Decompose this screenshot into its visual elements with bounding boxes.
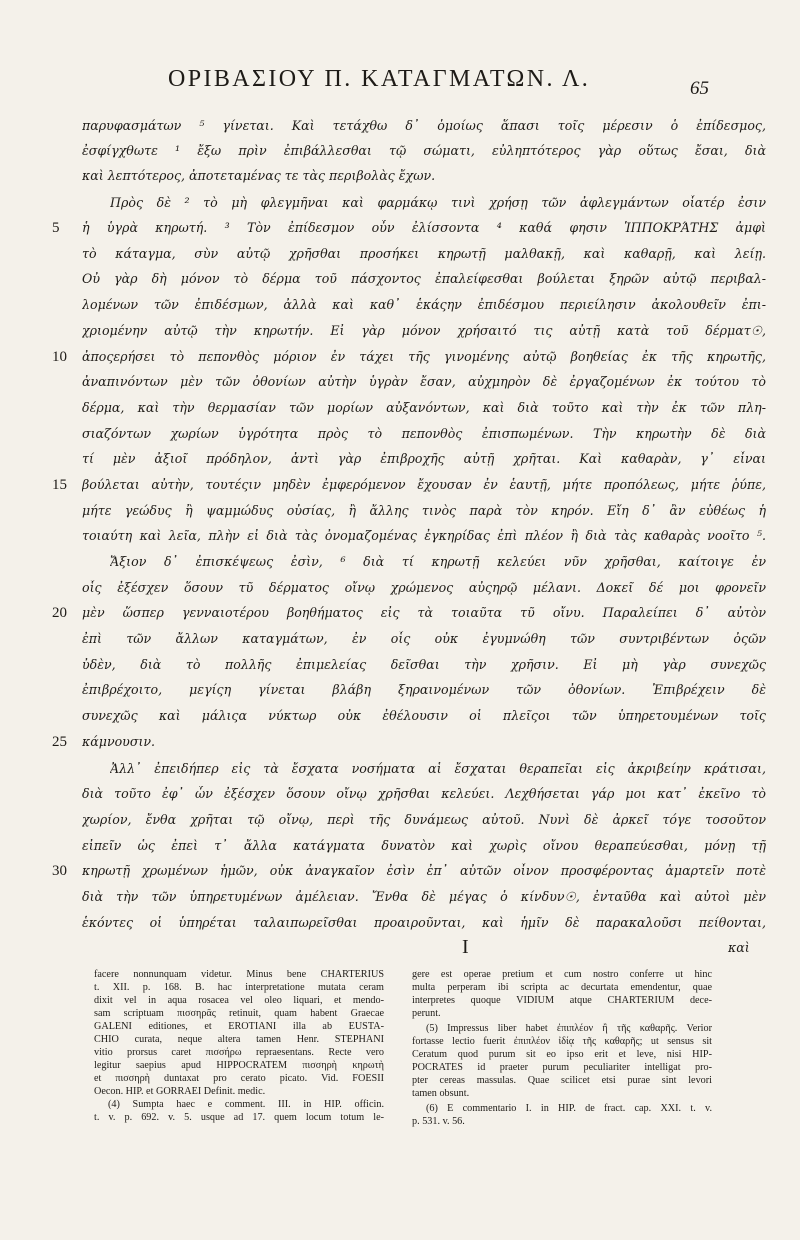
text-line: εἰπεῖν ὡς ἐπεὶ τ᾽ ἄλλα κατάγματα δυνατὸν καὶ χωρὶς οἴνου θεραπεύεσθαι, μόνῃ τῇ [82,838,766,853]
footnote-line: et πισσηρὴ duntaxat pro cerato picato. Vid. FOESII [94,1073,384,1084]
page-number: 65 [690,78,709,99]
footnote-line: perunt. [412,1008,441,1019]
footnote-line: (6) E commentario I. in HIP. de fract. cap. XXI. t. v. [426,1103,712,1114]
footnote-line: t. v. p. 692. v. 5. usque ad 17. quem locum totum le- [94,1112,384,1123]
footnote-line: t. XII. p. 168. B. hac interpretatione mutata ceram [94,982,384,993]
line-number: 10 [52,349,67,365]
footnote-line: (4) Sumpta haec e comment. III. in HIP. officin. [108,1099,384,1110]
text-line: σιαζόντων χωρίων ὑγρότητα πρὸς τὸ πεπονθὸς ἐπισπωμένων. Τὴν κηρωτὴν δὲ διὰ [82,426,766,441]
text-line: λομένων τῶν ἐπιδέσμων, ἀλλὰ καὶ καθ᾽ ἑκάςην ἐπιδέσμου περιείλησιν ἀκολουθεῖν ἐπι- [82,297,766,312]
text-line: ἐπὶ τῶν ἄλλων καταγμάτων, ἐν οἷς οὐκ ἐγυμνώθη τῶν συντριβέντων ὀςῶν [82,631,766,646]
footnote-line: facere nonnunquam videtur. Minus bene CHARTERIUS [94,969,384,980]
text-line: καὶ λεπτότερος, ἀποτεταμένας τε τὰς περιβολὰς ἔχων. [82,168,436,183]
footnote-line: dixit vel in aqua rosacea vel oleo liquari, et mendo- [94,995,384,1006]
text-line: κάμνουσιν. [82,734,156,749]
footnote-line: tamen obsunt. [412,1088,470,1099]
footnote-line: interpretes quoque VIDIUM atque CHARTERIUM dece- [412,995,712,1006]
line-number: 20 [52,605,67,621]
text-line: Οὐ γὰρ δὴ μόνον τὸ δέρμα τοῦ πάσχοντος ἐπαλείφεσθαι βούλεται ξηρῶν αὐτῷ περιβαλ- [82,271,766,286]
text-line: οἷς ἐξέσχεν ὅσουν τῦ δέρματος οἴνῳ χρώμενος αὐςηρῷ μέλανι. Δοκεῖ δέ μοι φρονεῖν [82,580,766,595]
line-number: 15 [52,477,67,493]
text-line: ἑκόντες οἱ ὑπηρέται ταλαιπωρεῖσθαι προαιροῦνται, καὶ ἡμῖν δὲ παρακαλοῦσι πείθονται, [82,915,766,930]
footnote-line: vitio prorsus caret πισσήρω repraesentans. Recte vero [94,1047,384,1058]
footnote-line: p. 531. v. 56. [412,1116,465,1127]
footnote-line: pter cereas massulas. Quae scilicet etsi purae sint levori [412,1075,712,1086]
text-line: χριομένην αὐτῷ τὴν κηρωτήν. Εἰ γὰρ μόνον χρήσαιτό τις αὐτῇ κατὰ τοῦ δέρματ☉, [82,323,766,338]
text-line: κηρωτῇ χρωμένων ἡμῶν, οὐκ ἀναγκαῖον ἐσὶν ἐπ᾽ αὐτῶν οἶνον προσφέροντας ἁμαρτεῖν ποτὲ [82,863,766,878]
footnote-line: CHIO curata, neque altera tamen Henr. STEPHANI [94,1034,384,1045]
text-line: δέρμα, καὶ τὴν θερμασίαν τῶν μορίων αὐξανόντων, καὶ διὰ τοῦτο καὶ τὴν ἐκ τῶν πλη- [82,400,766,415]
footnote-line: legitur saepius apud HIPPOCRATEM πισσηρὴ κηρωτὴ [94,1060,384,1071]
text-line: συνεχῶς καὶ μάλιςα νύκτωρ οὐκ ἐθέλουσιν οἱ πλεῖςοι τῶν ὑπηρετουμένων τοῖς [82,708,766,723]
text-line: ἐσφίγχθωτε ¹ ἔξω πρὶν ἐπιβάλλεσθαι τῷ σώματι, εὐληπτότερος γὰρ οὕτως ἔσαι, διὰ [82,143,766,158]
text-line: τὸ κάταγμα, σὺν αὐτῷ χρῆσθαι προσήκει κηρωτῇ μαλθακῇ, καὶ καθαρῇ, καὶ λείῃ. [82,246,766,261]
text-line: Πρὸς δὲ ² τὸ μὴ φλεγμῆναι καὶ φαρμάκῳ τινὶ χρήσῃ τῶν ἀφλεγμάντων οἷατέρ ἐσιν [110,195,766,210]
catchword: καὶ [728,940,750,955]
signature-mark: I [462,936,469,958]
text-line: βούλεται αὐτὴν, τουτέςιν μηδὲν ἐμφερόμενον ἔχουσαν ἐν ἑαυτῇ, μήτε προπόλεως, μήτε ῥύπε, [82,477,766,492]
footnote-line: (5) Impressus liber habet ἐπιπλέον ἢ τῆς καθαρῆς. Verior [426,1023,712,1034]
text-line: Ἄξιον δ᾽ ἐπισκέψεως ἐσὶν, ⁶ διὰ τί κηρωτῇ κελεύει νῦν χρῆσθαι, καίτοιγε ἐν [110,554,766,569]
line-number: 25 [52,734,67,750]
text-line: μὲν ὥσπερ γενναιοτέρου βοηθήματος εἰς τὰ τοιαῦτα τῦ οἴνυ. Παραλείπει δ᾽ αὐτὸν [82,605,766,620]
text-line: Ἀλλ᾽ ἐπειδήπερ εἰς τὰ ἔσχατα νοσήματα αἱ ἔσχαται θεραπεῖαι εἰς ἀκριβείην κράτισαι, [110,761,766,776]
footnote-line: GALENI editiones, et EROTIANI illa ab EUSTA- [94,1021,384,1032]
footnote-line: Ceratum quod purum sit eo ipso erit et leve, nisi HIP- [412,1049,712,1060]
text-line: τοιαύτη καὶ λεῖα, πλὴν εἰ διὰ τὰς ὀνομαζομένας ἐγκηρίδας ἐπὶ πλέον ἢ διὰ τὰς καθαρὰς νοοῖτο ⁵. [82,528,766,543]
running-title: ΟΡΙΒΑΣΙΟΥ Π. ΚΑΤΑΓΜΑΤΩΝ. Λ. [168,66,591,92]
footnote-line: gere est operae pretium et cum nostro conferre ut hinc [412,969,712,980]
text-line: ἐπιβρέχοιτο, μεγίςη γίνεται βλάβη ξηραινομένων τῶν ὀθονίων. Ἐπιβρέχειν δὲ [82,682,766,697]
line-number: 5 [52,220,60,236]
text-line: διὰ τὴν τῶν ὑπηρετυμένων ἀμέλειαν. Ἔνθα δὲ μέγας ὁ κίνδυν☉, ἐνταῦθα καὶ αὐτοὶ μὲν [82,889,766,904]
footnote-line: fortasse lectio fuerit ἐπιπλέον ἰδίᾳ τῆς καθαρῆς; ut sensus sit [412,1036,712,1047]
text-line: ἀναπινόντων μὲν τῶν ὀθονίων αὐτὴν ὑγρὰν ἔσαν, αὐχμηρὸν δὲ ἐργαζομένων ἐκ τούτου τὸ [82,374,766,389]
text-line: διὰ τοῦτο ἐφ᾽ ὧν ἐξέσχεν ὅσουν οἴνῳ χρῆσθαι κελεύει. Λεχθήσεται γάρ μοι κατ᾽ ἐκεῖνο τὸ [82,786,766,801]
text-line: παρυφασμάτων ⁵ γίνεται. Καὶ τετάχθω δ᾽ ὁμοίως ἅπασι τοῖς μέρεσιν ὁ ἐπίδεσμος, [82,118,766,133]
line-number: 30 [52,863,67,879]
text-line: ἡ ὑγρὰ κηρωτή. ³ Τὸν ἐπίδεσμον οὖν ἐλίσσοντα ⁴ καθά φησιν ἹΠΠΟΚΡΆΤΗΣ ἀμφὶ [82,220,766,235]
footnote-line: POCRATES id praeter purum peculiariter intelligat pro- [412,1062,712,1073]
footnote-line: sam scriptuam πισσηρᾶς retinuit, quam habent Graecae [94,1008,384,1019]
text-line: ἀποςερήσει τὸ πεπονθὸς μόριον ἐν τάχει τῆς γινομένης αὐτῷ βοηθείας ἐκ τῆς κηρωτῆς, [82,349,766,364]
text-line: τί μὲν ἀξιοῖ πρόδηλον, ἀντὶ γὰρ ἐπιβροχῆς αὐτῇ χρῆται. Καὶ καθαρὰν, γ᾽ εἶναι [82,451,766,466]
text-line: μήτε γεώδυς ἢ ψαμμώδυς οὐσίας, ἢ ἄλλης τινὸς παρὰ τὸν κηρόν. Εἴη δ᾽ ἂν εὐθέως ἡ [82,503,766,518]
footnote-line: multa perperam ibi scripta ac decurtata emendentur, quae [412,982,712,993]
footnote-line: Oecon. HIP. et GORRAEI Definit. medic. [94,1086,266,1097]
text-line: χωρίον, ἔνθα χρῆται τῷ οἴνῳ, περὶ τῆς δυνάμεως αὐτοῦ. Νυνὶ δὲ ἀρκεῖ τόγε τοσοῦτον [82,812,766,827]
text-line: ὐδὲν, διὰ τὸ πολλῆς ἐπιμελείας δεῖσθαι τὴν χρῆσιν. Εἰ μὴ γὰρ συνεχῶς [82,657,766,672]
